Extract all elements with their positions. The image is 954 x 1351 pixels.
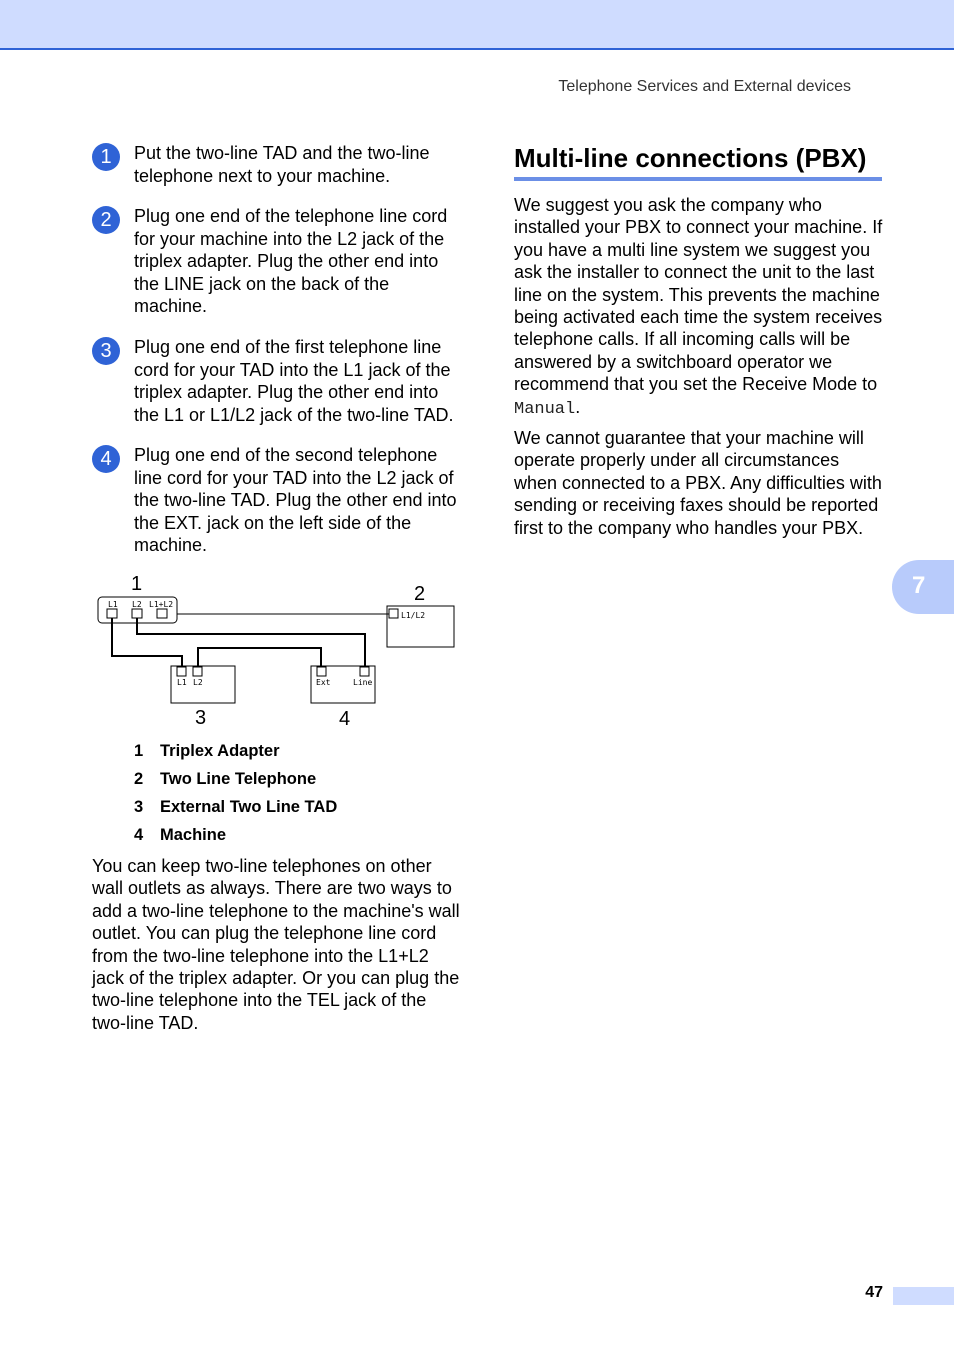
page-number: 47 [865,1284,883,1301]
section-title: Multi-line connections (PBX) [514,143,867,173]
chapter-number: 7 [912,572,926,599]
adapter-jack-l1l2 [157,609,167,618]
cord-adapter-l2-to-machine-line [137,618,365,667]
callout-2: 2 [414,583,426,605]
adapter-jack-l2 [132,609,142,618]
title-underline [514,177,882,181]
legend-label: External Two Line TAD [160,798,338,816]
callout-1: 1 [131,573,143,595]
legend-item [134,770,316,789]
legend-item [134,826,226,845]
pbx-paragraph-1-text: We suggest you ask the company who installed your PBX to connect your machine. If you have a multi line system we suggest you ask the installer to connect the unit to the last line on the system. This prevents the machine being activated each time the system receives telephone calls. If all incoming calls will be answered by a switchboard operator we recommend that you set the Receive Mode to [514,195,883,395]
two-line-telephone-paragraph: You can keep two-line telephones on other wall outlets as always. There are two ways to add a two-line telephone to the machine's wall outlet. You can plug the telephone line cord from the two-line telephone into the L1+L2 jack of the triplex adapter. Or you can plug the two-line telephone into the TEL jack of the two-line TAD. [92,856,460,1033]
chapter-tab [892,560,954,614]
adapter-jack-l1 [107,609,117,618]
step-text: Plug one end of the first telephone line cord for your TAD into the L1 jack of the triplex adapter. Plug the other end into the L1 or L1/L2 jack of the two-line TAD. [134,337,454,425]
adapter-jack-l1l2-label: L1+L2 [149,600,174,609]
step-text: Put the two-line TAD and the two-line telephone next to your machine. [134,143,430,186]
telephone-jack [389,609,398,618]
adapter-jack-l1-label: L1 [108,600,118,609]
legend-label: Two Line Telephone [160,770,317,788]
tad-jack-l1-label: L1 [177,678,187,687]
step-number-badge: 3 [92,337,120,365]
legend-label: Triplex Adapter [160,742,280,760]
callout-3: 3 [195,707,207,729]
machine-jack-ext-label: Ext [316,678,331,687]
top-header-band [0,0,954,50]
legend-number: 2 [134,770,144,788]
step-number-badge: 1 [92,143,120,171]
machine-jack-ext [317,667,326,676]
legend-label: Machine [160,826,227,844]
tad-jack-l1 [177,667,186,676]
telephone-jack-label: L1/L2 [401,611,426,620]
adapter-jack-l2-label: L2 [132,600,142,609]
step-number-badge: 2 [92,206,120,234]
pbx-paragraph-1 [514,194,884,421]
tad-jack-l2-label: L2 [193,678,203,687]
step-text: Plug one end of the telephone line cord for your machine into the L2 jack of the triplex adapter. Plug the other end into the LINE jack on the back of the machine. [134,206,448,316]
page-number-tab [893,1287,954,1305]
legend-number: 3 [134,798,144,816]
legend-item [134,742,280,761]
legend-number: 4 [134,826,144,844]
tad-jack-l2 [193,667,202,676]
cord-tad-l2-to-machine-ext [198,648,321,667]
legend-number: 1 [134,742,144,760]
pbx-paragraph-2: We cannot guarantee that your machine will operate properly under all circumstances when connected to a PBX. Any difficulties with sending or receiving faxes should be reported first to the company who handles your PBX. [514,428,882,538]
machine-jack-line [360,667,369,676]
running-header: Telephone Services and External devices [558,78,851,95]
cord-adapter-l1-to-tad [112,618,182,667]
legend-item [134,798,337,817]
step-number-badge: 4 [92,445,120,473]
pbx-paragraph-1-end: . [575,396,581,417]
machine-jack-line-label: Line [353,678,373,687]
connection-diagram [95,568,461,734]
receive-mode-value: Manual [514,399,576,419]
callout-4: 4 [339,708,351,730]
step-text: Plug one end of the second telephone line cord for your TAD into the L2 jack of the two-line TAD. Plug the other end into the EXT. jack on the left side of the machine. [134,445,457,555]
